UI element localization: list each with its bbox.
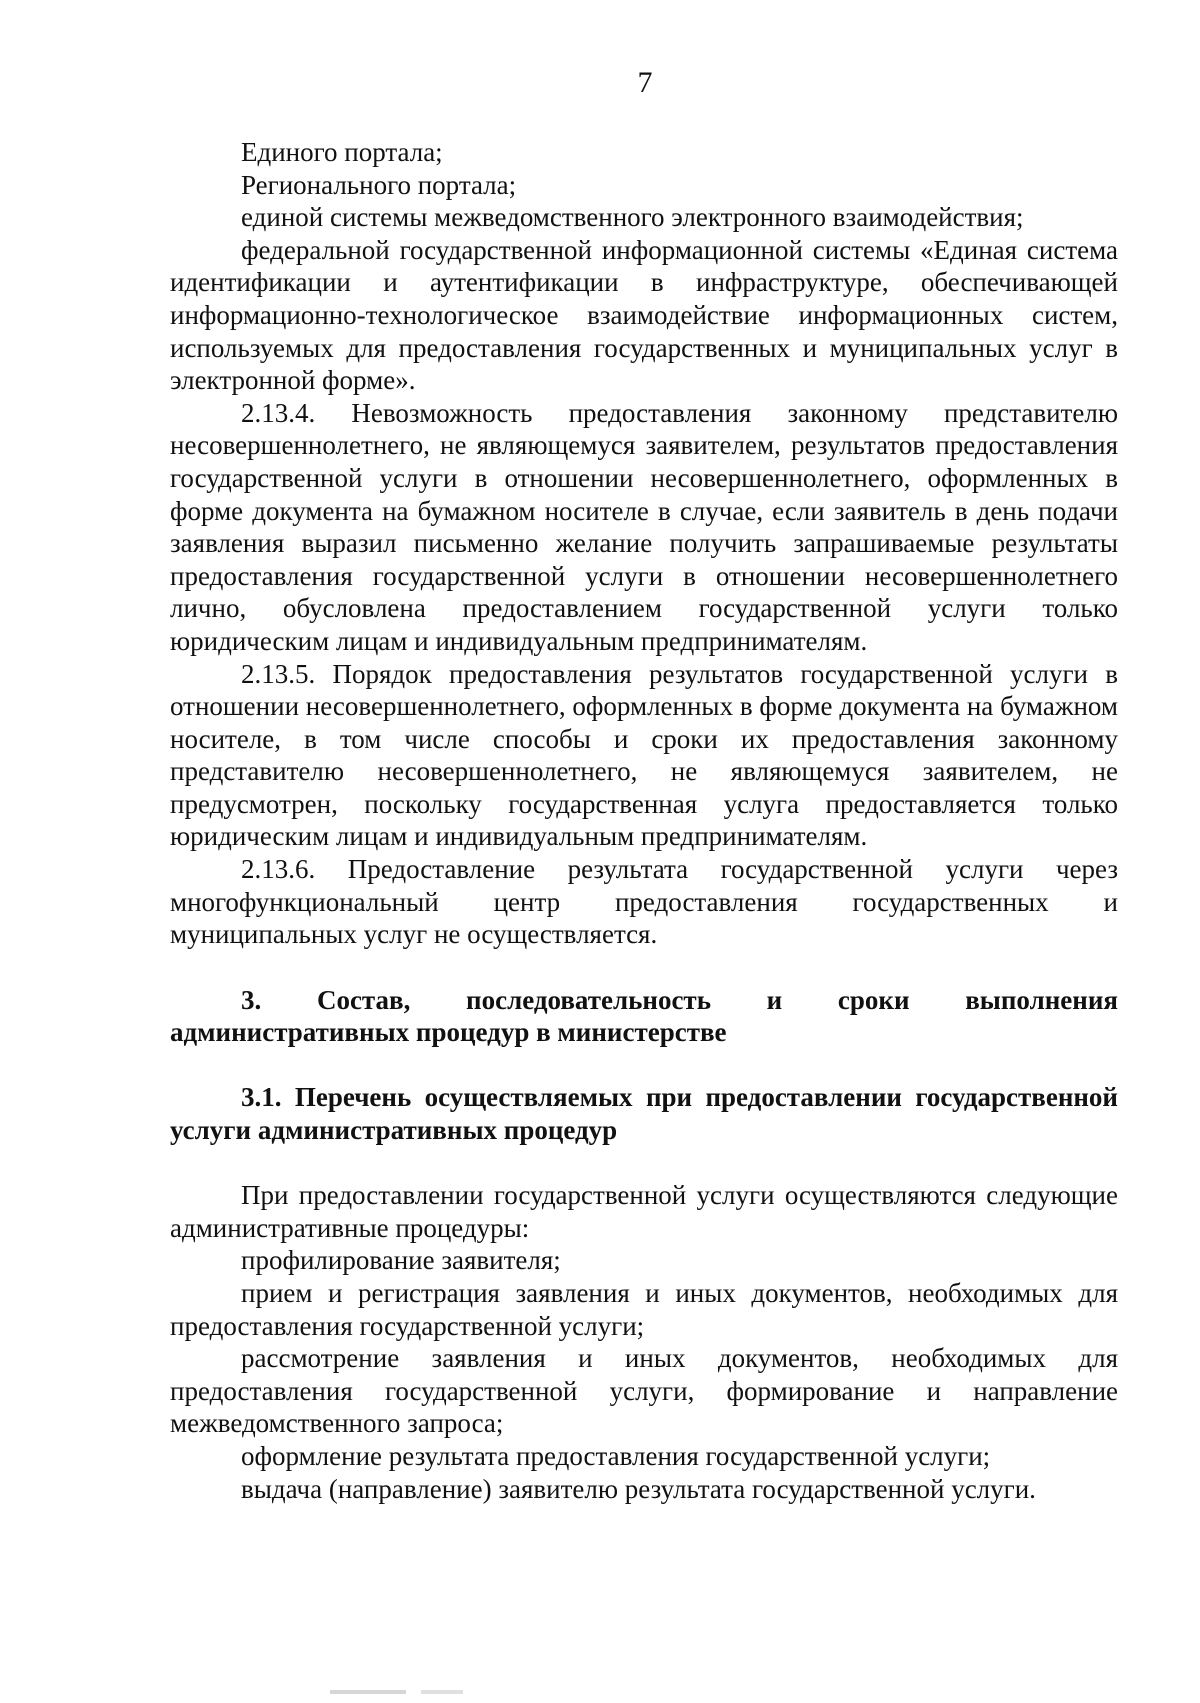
document-body — [170, 136, 1118, 1505]
paragraph: федеральной государственной информационной системы «Единая система идентификации и аутентификации в инфраструктуре, обеспечивающей информационно-технологическое взаимодействие информационных систем, используемых для предоставления государственных и муниципальных услуг в электронной форме». — [170, 234, 1118, 396]
paragraph-2-13-4: 2.13.4. Невозможность предоставления законному представителю несовершеннолетнего, не являющемуся заявителем, результатов предоставления государственной услуги в отношении несовершеннолетнего, оформленных в форме документа на бумажном носителе в случае, если заявитель в день подачи заявления выразил письменно желание получить запрашиваемые результаты предоставления государственной услуги в отношении несовершеннолетнего лично, обусловлена предоставлением государственной услуги только юридическим лицам и индивидуальным предпринимателям. — [170, 397, 1118, 656]
list-item: профилирование заявителя; — [241, 1245, 561, 1276]
paragraph: единой системы межведомственного электронного взаимодействия; — [241, 202, 1024, 233]
list-item: рассмотрение заявления и иных документов, необходимых для предоставления государственной услуги, формирование и направление межведомственного запроса; — [170, 1343, 1118, 1439]
list-item: прием и регистрация заявления и иных документов, необходимых для предоставления государственной услуги; — [170, 1278, 1118, 1341]
section-3-1-heading: 3.1. Перечень осуществляемых при предоставлении государственной услуги административных процедур — [170, 1082, 1118, 1145]
paragraph-2-13-5: 2.13.5. Порядок предоставления результатов государственной услуги в отношении несовершеннолетнего, оформленных в форме документа на бумажном носителе, в том числе способы и сроки их предоставления законному представителю несовершеннолетнего, не являющемуся заявителем, не предусмотрен, поскольку государственная услуга предоставляется только юридическим лицам и индивидуальным предпринимателям. — [170, 658, 1118, 852]
list-item: выдача (направление) заявителю результата государственной услуги. — [241, 1473, 1036, 1504]
paragraph-2-13-6: 2.13.6. Предоставление результата государственной услуги через многофункциональный центр предоставления государственных и муниципальных услуг не осуществляется. — [170, 854, 1118, 950]
paragraph: Единого портала; — [241, 137, 443, 167]
page-number: 7 — [637, 66, 653, 99]
scan-artifact — [330, 1690, 520, 1694]
list-item: оформление результата предоставления государственной услуги; — [241, 1440, 991, 1471]
paragraph: При предоставлении государственной услуги осуществляются следующие административные процедуры: — [170, 1180, 1118, 1243]
section-3-heading: 3. Состав, последовательность и сроки выполнения административных процедур в министерстве — [170, 984, 1118, 1048]
paragraph: Регионального портала; — [241, 169, 517, 200]
